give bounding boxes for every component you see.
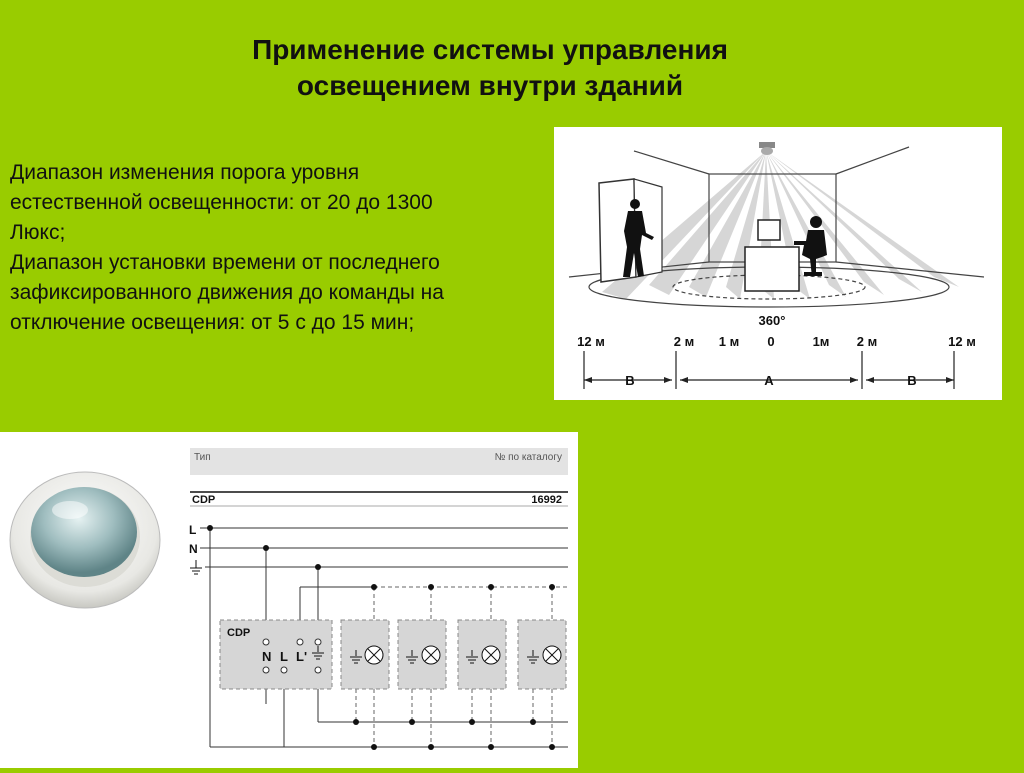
model-label: CDP bbox=[192, 494, 216, 506]
room-coverage-svg bbox=[554, 127, 1002, 400]
title-line-1: Применение системы управления bbox=[252, 34, 728, 65]
title-line-2: освещением внутри зданий bbox=[296, 70, 684, 101]
lamp-icon bbox=[543, 646, 561, 664]
scale-label-right-2m: 2 м bbox=[856, 334, 878, 349]
catalog-number: 16992 bbox=[531, 494, 562, 506]
scale-label-left-2m: 2 м bbox=[673, 334, 695, 349]
lamp-box-4 bbox=[518, 620, 566, 689]
line-N-label: N bbox=[189, 542, 198, 556]
scale-labels bbox=[577, 334, 976, 349]
lamp-box-3 bbox=[458, 620, 506, 689]
terminal-L-label: L bbox=[280, 649, 288, 664]
ground-symbol-icon bbox=[190, 560, 202, 574]
wiring-panel bbox=[0, 432, 578, 768]
lamp-icon bbox=[482, 646, 500, 664]
room-coverage-diagram bbox=[554, 127, 1002, 400]
angle-label: 360° bbox=[758, 313, 786, 328]
description-text bbox=[10, 158, 490, 338]
lamp-box-2 bbox=[398, 620, 446, 689]
slide-title bbox=[150, 32, 830, 104]
scale-label-left-1m: 1 м bbox=[718, 334, 740, 349]
scale-label-left-12m: 12 м bbox=[577, 334, 605, 349]
lamp-box-1 bbox=[341, 620, 389, 689]
cdp-device-label: CDP bbox=[227, 627, 251, 639]
scale-label-zero: 0 bbox=[767, 334, 775, 349]
header-catalog-label: № по каталогу bbox=[494, 452, 562, 463]
zone-left-label: B bbox=[625, 373, 635, 388]
scale-label-right-12m: 12 м bbox=[948, 334, 976, 349]
scale-label-right-1m: 1м bbox=[812, 334, 830, 349]
lamp-icon bbox=[422, 646, 440, 664]
line-L-label: L bbox=[189, 523, 197, 537]
lamp-icon bbox=[365, 646, 383, 664]
threshold-range-text: Диапазон изменения порога уровня естественной освещенности: от 20 до 1300 Люкс; bbox=[10, 161, 433, 244]
motion-sensor-photo bbox=[10, 472, 160, 608]
ceiling-sensor-icon bbox=[759, 142, 775, 155]
header-type-label: Тип bbox=[194, 452, 211, 463]
terminal-Lprime-label: L' bbox=[296, 649, 308, 664]
wiring-svg bbox=[0, 432, 578, 768]
zone-right-label: B bbox=[907, 373, 917, 388]
zone-center-label: A bbox=[764, 373, 774, 388]
terminal-N-label: N bbox=[262, 649, 272, 664]
time-range-text: Диапазон установки времени от последнего зафиксированного движения до команды на отключение освещения: от 5 с до 15 мин; bbox=[10, 251, 444, 334]
